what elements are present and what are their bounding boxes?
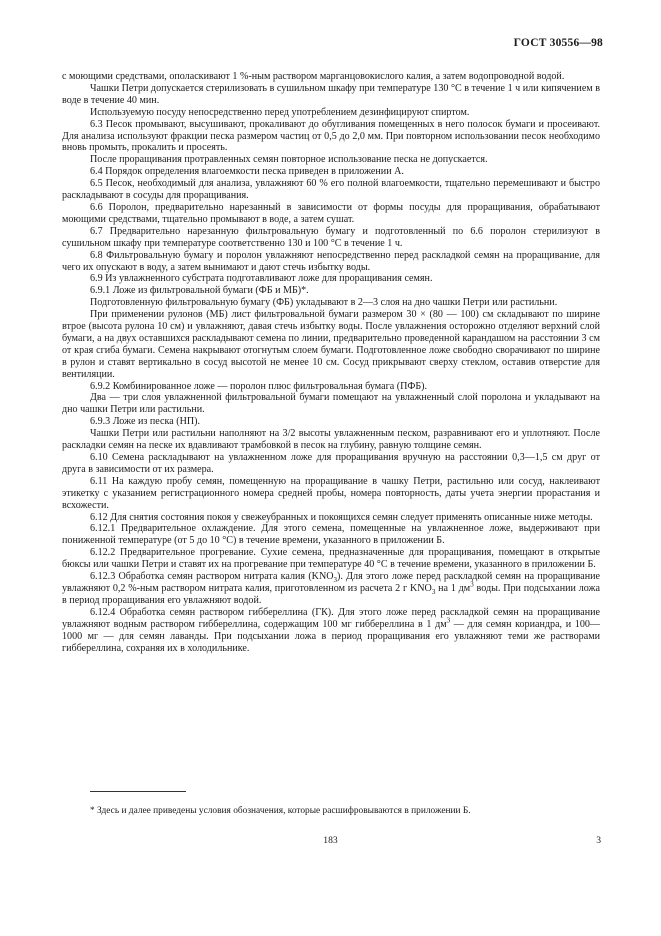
- paragraph: Два — три слоя увлажненной фильтровальной бумаги помещают на увлажненный слой поролона и укладывают на дно чашки Петри или растильни.: [62, 392, 600, 416]
- paragraph: 6.7 Предварительно нарезанную фильтровальную бумагу и подготовленный по 6.6 поролон стерилизуют в сушильном шкафу при температуре соответственно 130 и 100 °С в течение 1 ч.: [62, 225, 600, 249]
- paragraph: Чашки Петри допускается стерилизовать в сушильном шкафу при температуре 130 °С в течение 1 ч или кипячением в воде в течение 40 мин.: [62, 82, 600, 106]
- paragraph-list: [62, 71, 600, 571]
- paragraph: Подготовленную фильтровальную бумагу (ФБ) укладывают в 2—3 слоя на дно чашки Петри или растильни.: [90, 297, 558, 309]
- paragraph: При применении рулонов (МБ) лист фильтровальной бумаги размером 30 × (80 — 100) см складывают по ширине втрое (высота рулона 10 см) и увлажняют, давая стечь избытку воды. После увлажнения осторожно отделяют верхний слой бумаги, а на двух оставшихся раскладывают семена по линии, предварительно проведенной карандашом на расстоянии 3 см от края сгиба бумаги. Семена накрывают отогнутым слоем бумаги. Подготовленное ложе свободно сворачивают по ширине в рулон и ставят вертикально в сосуд высотой не менее 10 см. Сосуд прикрывают сверху стеклом, оставив отверстие для вентиляции.: [62, 309, 600, 380]
- paragraph: 6.10 Семена раскладывают на увлажненном ложе для проращивания вручную на расстоянии 0,3—1,5 см друг от друга в зависимости от их размера.: [62, 452, 600, 475]
- paragraph: 6.12.1 Предварительное охлаждение. Для этого семена, помещенные на увлажненное ложе, выдерживают при пониженной температуре (от 5 до 10 °С) в течение времени, указанного в приложении Б.: [62, 523, 600, 547]
- paragraph: 6.6 Поролон, предварительно нарезанный в зависимости от формы посуды для проращивания, обрабатывают моющими средствами, тщательно промывают в воде, а затем сушат.: [62, 201, 600, 225]
- paragraph: 6.4 Порядок определения влагоемкости песка приведен в приложении А.: [90, 166, 404, 178]
- paragraph-kno3: 6.12.3 Обработка семян раствором нитрата калия $(KNO_3)$. Для этого ложе перед раскладкой семян на проращивание увлажняют 0,2 %-ным раствором нитрата калия, приготовленном из расчета 2 г $KNO_3$ на 1 $дм^3$ воды. При подсыхании ложа в период проращивания его увлажняют водой.: [62, 571, 600, 606]
- paragraph: Чашки Петри или растильни наполняют на 3/2 высоты увлажненным песком, разравнивают его и уплотняют. После раскладки семян на песке их вдавливают трамбовкой в песок на глубину, равную толщине семян.: [62, 428, 600, 452]
- standard-header: ГОСТ 30556—98: [513, 37, 603, 49]
- paragraph: 6.9.1 Ложе из фильтровальной бумаги (ФБ и МБ)*.: [90, 285, 309, 297]
- paragraph: После проращивания протравленных семян повторное использование песка не допускается.: [90, 154, 488, 166]
- paragraph: 6.9 Из увлажненного субстрата подготавливают ложе для проращивания семян.: [90, 273, 433, 285]
- paragraph-gibberellin: 6.12.4 Обработка семян раствором гиббереллина (ГК). Для этого ложе перед раскладкой семян на проращивание увлажняют водным раствором гиббереллина, содержащим 100 мг гиббереллина в 1 $дм^3$ — для семян кориандра, и 100—1000 мг — для семян лаванды. При подсыхании ложа в период проращивания его увлажняют теми же растворами гиббереллина, сохраняя их в холодильнике.: [62, 606, 601, 654]
- paragraph: 6.12 Для снятия состояния покоя у свежеубранных и покоящихся семян следует применять описанные ниже методы.: [90, 511, 593, 523]
- sheet-number: 3: [596, 835, 601, 846]
- paragraph: Используемую посуду непосредственно перед употреблением дезинфицируют спиртом.: [90, 106, 470, 118]
- paragraph: с моющими средствами, ополаскивают 1 %-ным раствором марганцовокислого калия, а затем водопроводной водой.: [62, 71, 565, 82]
- paragraph: 6.8 Фильтровальную бумагу и поролон увлажняют непосредственно перед раскладкой семян на проращивание, для чего их опускают в воду, а затем вынимают и дают стечь избытку воды.: [62, 249, 600, 273]
- page-number: 183: [323, 835, 338, 846]
- paragraph: 6.5 Песок, необходимый для анализа, увлажняют 60 % его полной влагоемкости, тщательно перемешивают и быстро раскладывают в сосуды для проращивания.: [62, 178, 600, 202]
- paragraph: 6.11 На каждую пробу семян, помещенную на проращивание в чашку Петри, растильню или сосуд, наклеивают этикетку с указанием регистрационного номера средней пробы, номера повторность, даты учета энергии прорастания и всхожести.: [62, 475, 600, 511]
- paragraph: 6.3 Песок промывают, высушивают, прокаливают до обугливания помещенных в него полосок бумаги и просеивают. Для анализа используют фракции песка размером частиц от 0,5 до 2,0 мм. При повторном использовании песок необходимо вновь промыть, прокалить и просеять.: [62, 118, 600, 154]
- paragraph: 6.9.3 Ложе из песка (НП).: [90, 416, 201, 428]
- paragraph: 6.12.2 Предварительное прогревание. Сухие семена, предназначенные для проращивания, помещают в открытые бюксы или чашки Петри и ставят их на прогревание при температуре 40 °С в течение времени, указанного в приложении Б.: [62, 547, 600, 571]
- body-text: [62, 71, 600, 654]
- paragraph: 6.9.2 Комбинированное ложе — поролон плюс фильтровальная бумага (ПФБ).: [90, 380, 428, 392]
- footnote-divider: [90, 791, 186, 792]
- footnote: * Здесь и далее приведены условия обозначения, которые расшифровываются в приложении Б.: [90, 806, 471, 816]
